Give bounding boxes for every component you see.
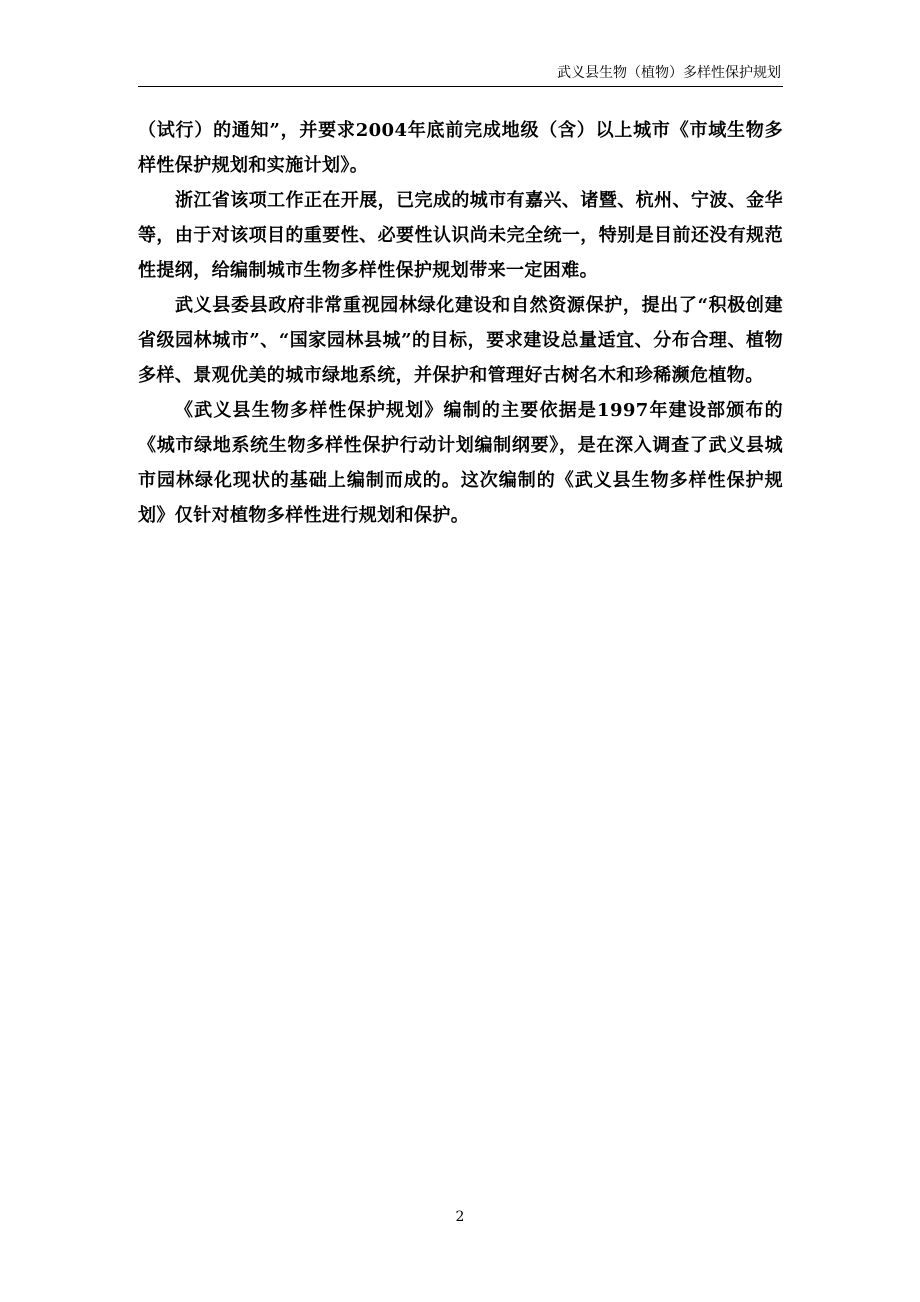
page-header	[138, 64, 783, 87]
paragraph-continuation: （试行）的通知”，并要求2004年底前完成地级（含）以上城市《市域生物多样性保护规划和实施计划》。	[138, 120, 783, 176]
paragraph-zhejiang-progress: 浙江省该项工作正在开展，已完成的城市有嘉兴、诸暨、杭州、宁波、金华等，由于对该项目的重要性、必要性认识尚未完全统一，特别是目前还没有规范性提纲，给编制城市生物多样性保护规划带来一定困难。	[138, 190, 783, 281]
paragraph-wuyi-goals: 武义县委县政府非常重视园林绿化建设和自然资源保护，提出了“积极创建省级园林城市”、“国家园林县城”的目标，要求建设总量适宜、分布合理、植物多样、景观优美的城市绿地系统，并保护和管理好古树名木和珍稀濒危植物。	[138, 295, 783, 386]
document-body	[138, 113, 783, 533]
page-number: 2	[455, 1209, 465, 1225]
header-title: 武义县生物（植物）多样性保护规划	[557, 65, 781, 81]
paragraph-plan-basis: 《武义县生物多样性保护规划》编制的主要依据是1997年建设部颁布的《城市绿地系统生物多样性保护行动计划编制纲要》，是在深入调查了武义县城市园林绿化现状的基础上编制而成的。这次编制的《武义县生物多样性保护规划》仅针对植物多样性进行规划和保护。	[138, 400, 783, 526]
